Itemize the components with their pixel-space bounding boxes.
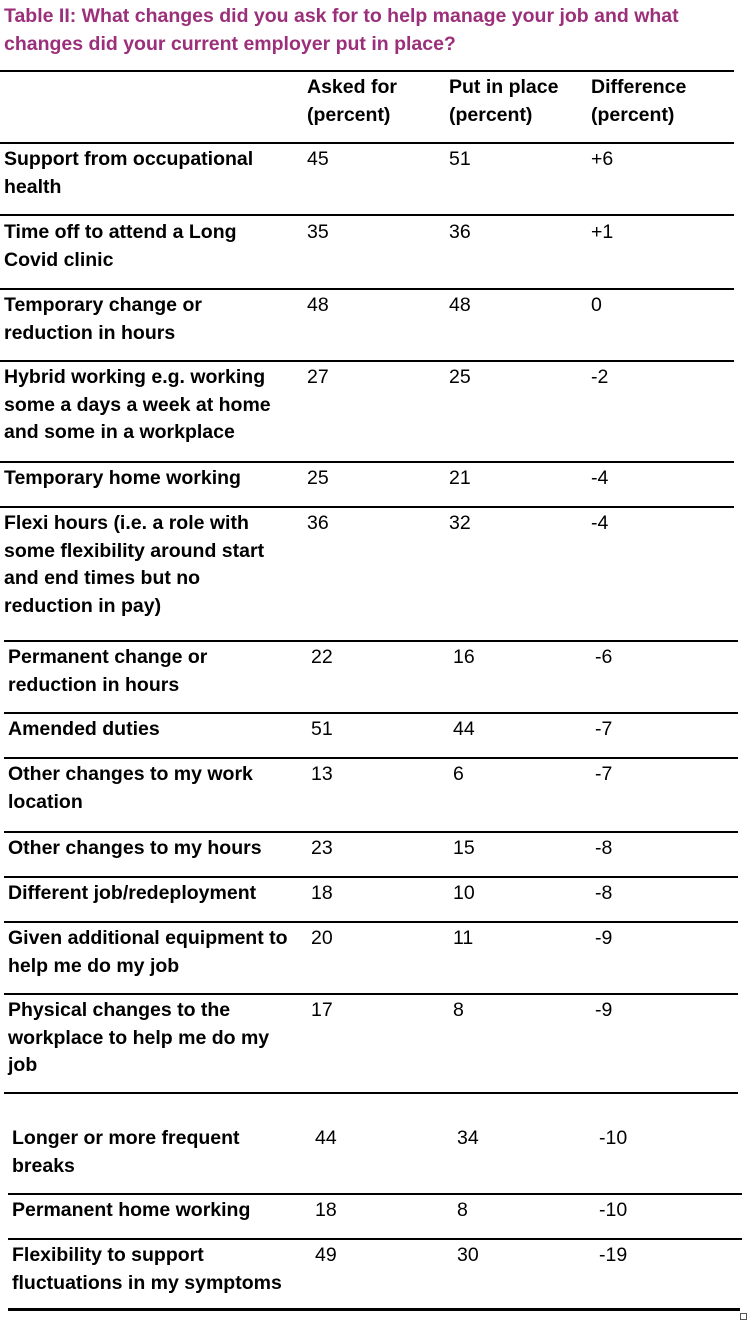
row-label: Temporary home working — [4, 467, 241, 489]
row-asked: 18 — [315, 1199, 337, 1221]
row-label: Given additional equipment to help me do my job — [8, 927, 288, 977]
row-asked: 22 — [311, 646, 333, 668]
row-diff: -6 — [595, 646, 613, 668]
row-diff: -7 — [595, 718, 613, 740]
row-diff: +1 — [591, 221, 614, 243]
rule-row — [4, 831, 738, 833]
row-asked: 45 — [307, 148, 329, 170]
rule-row — [4, 876, 738, 878]
rule-row — [8, 1193, 742, 1195]
row-asked: 27 — [307, 366, 329, 388]
row-label: Temporary change or reduction in hours — [4, 294, 202, 344]
row-asked: 23 — [311, 837, 333, 859]
row-label: Other changes to my hours — [8, 837, 262, 859]
rule-row — [0, 461, 734, 463]
row-put: 10 — [453, 882, 475, 904]
row-label: Amended duties — [8, 718, 160, 740]
row-diff: -8 — [595, 837, 613, 859]
row-put: 16 — [453, 646, 475, 668]
row-label: Flexi hours (i.e. a role with some flexibility around start and end times but no reduction in pay) — [4, 512, 265, 617]
row-diff: -10 — [599, 1127, 628, 1149]
row-asked: 44 — [315, 1127, 337, 1149]
row-put: 25 — [449, 366, 471, 388]
row-diff: -8 — [595, 882, 613, 904]
end-marker — [740, 1313, 747, 1320]
row-diff: -4 — [591, 512, 609, 534]
row-put: 6 — [453, 763, 464, 785]
row-asked: 25 — [307, 467, 329, 489]
row-put: 48 — [449, 294, 471, 316]
row-label: Permanent home working — [12, 1199, 251, 1221]
row-label: Flexibility to support fluctuations in my symptoms — [12, 1244, 282, 1294]
row-diff: -7 — [595, 763, 613, 785]
row-diff: -10 — [599, 1199, 628, 1221]
row-label: Longer or more frequent breaks — [12, 1127, 240, 1177]
rule-row — [4, 921, 738, 923]
row-put: 11 — [453, 927, 474, 949]
row-put: 21 — [449, 467, 471, 489]
row-put: 30 — [457, 1244, 479, 1266]
row-put: 34 — [457, 1127, 479, 1149]
row-label: Support from occupational health — [4, 148, 254, 198]
rule-row — [4, 712, 738, 714]
row-put: 51 — [449, 148, 471, 170]
row-put: 32 — [449, 512, 471, 534]
row-asked: 20 — [311, 927, 333, 949]
row-label: Physical changes to the workplace to help me do my job — [8, 999, 270, 1076]
row-diff: 0 — [591, 294, 602, 316]
row-diff: -2 — [591, 366, 609, 388]
header-asked-for: Asked for (percent) — [307, 76, 397, 126]
header-difference: Difference (percent) — [591, 76, 687, 126]
row-asked: 51 — [311, 718, 333, 740]
rule-row — [4, 993, 738, 995]
row-label: Time off to attend a Long Covid clinic — [4, 221, 237, 271]
header-put-in-place: Put in place (percent) — [449, 76, 559, 126]
row-label: Other changes to my work location — [8, 763, 253, 813]
row-diff: -4 — [591, 467, 609, 489]
row-diff: +6 — [591, 148, 614, 170]
row-asked: 13 — [311, 763, 333, 785]
row-label: Different job/redeployment — [8, 882, 257, 904]
rule-row — [8, 1238, 742, 1240]
rule-row — [4, 640, 738, 642]
row-diff: -19 — [599, 1244, 628, 1266]
row-put: 44 — [453, 718, 475, 740]
row-asked: 49 — [315, 1244, 337, 1266]
rule-row — [4, 1092, 738, 1094]
rule-row — [0, 214, 734, 216]
row-label: Permanent change or reduction in hours — [8, 646, 208, 696]
rule-top — [0, 70, 734, 72]
rule-row — [4, 757, 738, 759]
row-put: 15 — [453, 837, 475, 859]
row-asked: 36 — [307, 512, 329, 534]
rule-header — [0, 142, 734, 144]
rule-row — [0, 288, 734, 290]
row-put: 8 — [457, 1199, 468, 1221]
rule-row — [0, 506, 734, 508]
row-put: 8 — [453, 999, 464, 1021]
row-asked: 48 — [307, 294, 329, 316]
row-asked: 17 — [311, 999, 333, 1021]
row-asked: 35 — [307, 221, 329, 243]
rule-bottom — [8, 1308, 740, 1311]
row-diff: -9 — [595, 927, 613, 949]
row-asked: 18 — [311, 882, 333, 904]
row-diff: -9 — [595, 999, 613, 1021]
row-put: 36 — [449, 221, 471, 243]
row-label: Hybrid working e.g. working some a days a week at home and some in a workplace — [4, 366, 271, 443]
rule-row — [0, 360, 734, 362]
table-title: Table II: What changes did you ask for to help manage your job and what changes did your current employer put in place? — [4, 5, 679, 55]
